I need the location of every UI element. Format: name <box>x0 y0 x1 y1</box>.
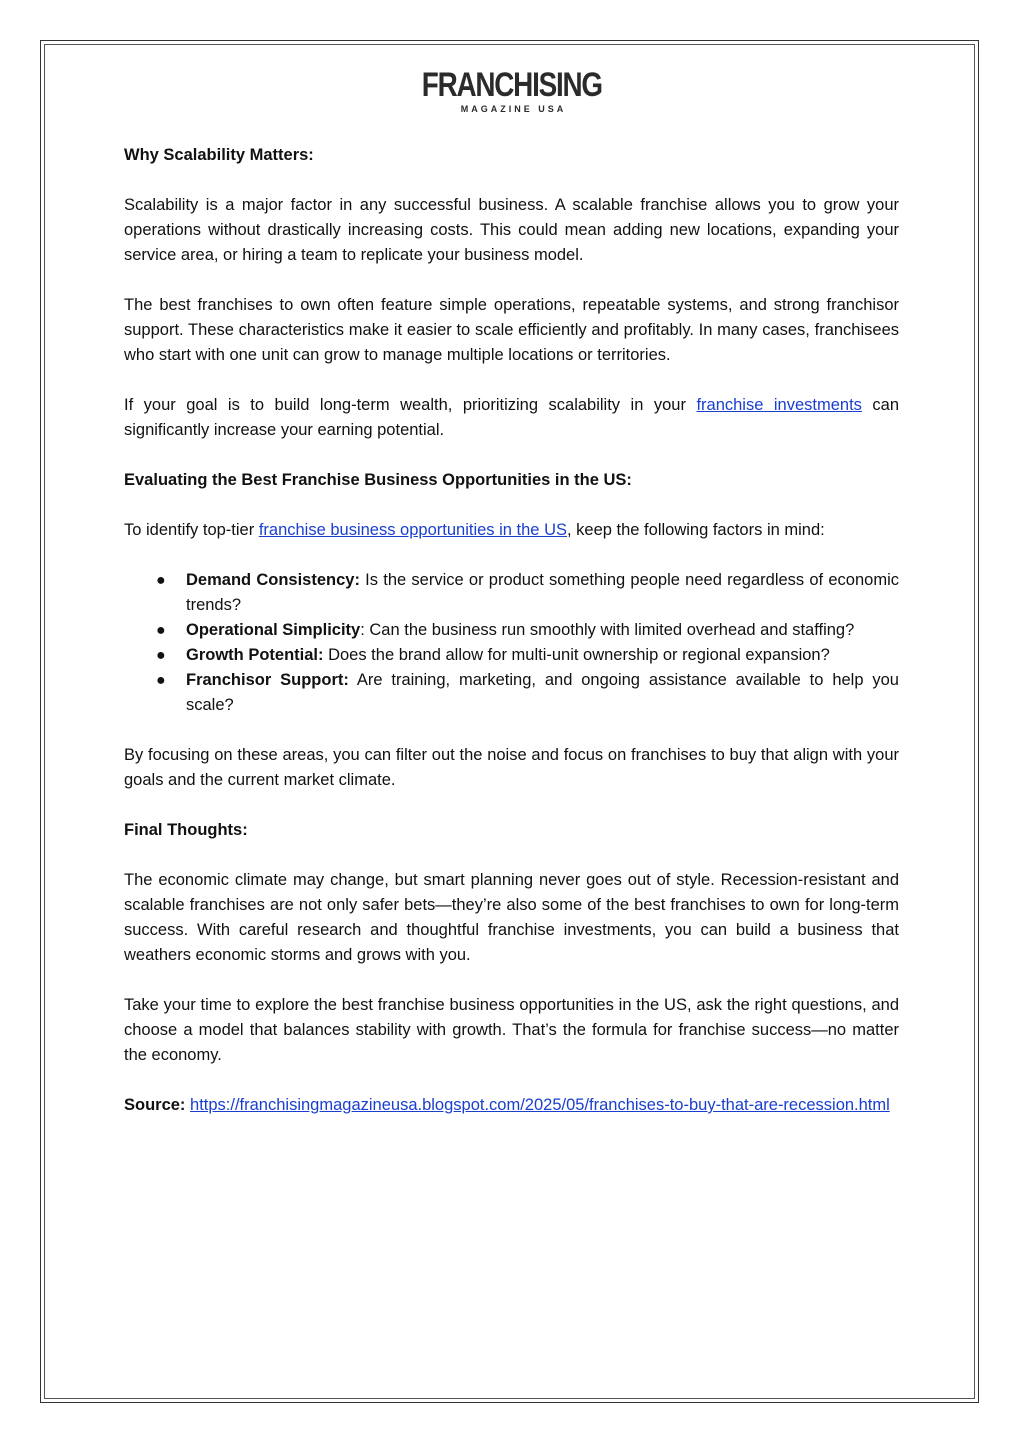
factor-label: Franchisor Support: <box>186 671 349 689</box>
factor-label: Demand Consistency: <box>186 571 360 589</box>
text-segment: , keep the following factors in mind: <box>567 521 825 539</box>
factor-text: : Can the business run smoothly with limited overhead and staffing? <box>360 621 855 639</box>
paragraph-evaluating-intro <box>124 518 899 543</box>
paragraph-scalability-1: Scalability is a major factor in any successful business. A scalable franchise allows you to grow your operations without drastically increasing costs. This could mean adding new locations, expanding your service area, or hiring a team to replicate your business model. <box>124 196 899 264</box>
paragraph-scalability-2: The best franchises to own often feature simple operations, repeatable systems, and strong franchisor support. These characteristics make it easier to scale efficiently and profitably. In many cases, franchisees who start with one unit can grow to manage multiple locations or territories. <box>124 296 899 364</box>
link-franchise-business-opportunities[interactable]: franchise business opportunities in the US <box>258 521 567 539</box>
source-link[interactable]: https://franchisingmagazineusa.blogspot.com/2025/05/franchises-to-buy-that-are-recession.html <box>190 1096 890 1114</box>
factor-label: Growth Potential: <box>186 646 324 664</box>
text-segment: can significantly increase your earning potential. <box>124 396 900 439</box>
factor-text: Are training, marketing, and ongoing assistance available to help you scale? <box>186 671 899 714</box>
franchising-magazine-logo <box>0 68 1023 114</box>
bullet-icon: ● <box>156 647 166 664</box>
bullet-icon: ● <box>156 622 166 639</box>
bullet-icon: ● <box>156 672 166 689</box>
list-item <box>124 568 899 618</box>
source-line <box>124 1093 899 1118</box>
text-segment: If your goal is to build long-term wealth, prioritizing scalability in your <box>124 396 697 414</box>
factor-text: Does the brand allow for multi-unit ownership or regional expansion? <box>323 646 830 664</box>
factor-label: Operational Simplicity <box>186 621 361 639</box>
paragraph-scalability-3 <box>124 393 899 443</box>
paragraph-final-1: The economic climate may change, but smart planning never goes out of style. Recession-resistant and scalable franchises are not only safer bets—they’re also some of the best franchises to own for long-term success. With careful research and thoughtful franchise investments, you can build a business that weathers economic storms and grows with you. <box>124 871 899 964</box>
factors-list <box>124 568 899 718</box>
list-item <box>124 643 899 668</box>
link-franchise-investments[interactable]: franchise investments <box>696 396 862 414</box>
text-segment: To identify top-tier <box>124 521 259 539</box>
paragraph-final-2: Take your time to explore the best franchise business opportunities in the US, ask the right questions, and choose a model that balances stability with growth. That’s the formula for franchise success—no matter the economy. <box>124 996 899 1064</box>
section-heading-evaluating: Evaluating the Best Franchise Business Opportunities in the US: <box>124 471 632 489</box>
section-heading-final: Final Thoughts: <box>124 821 248 839</box>
bullet-icon: ● <box>156 572 166 589</box>
logo-main-text: FRANCHISING <box>421 66 602 104</box>
section-heading-scalability: Why Scalability Matters: <box>124 146 314 164</box>
list-item <box>124 618 899 643</box>
source-label: Source: <box>124 1096 186 1114</box>
logo-sub-text: MAGAZINE USA <box>460 104 567 114</box>
document-body <box>124 143 899 1143</box>
paragraph-evaluating-closing: By focusing on these areas, you can filter out the noise and focus on franchises to buy that align with your goals and the current market climate. <box>124 746 899 789</box>
factor-text: Is the service or product something people need regardless of economic trends? <box>186 571 899 614</box>
list-item <box>124 668 899 718</box>
